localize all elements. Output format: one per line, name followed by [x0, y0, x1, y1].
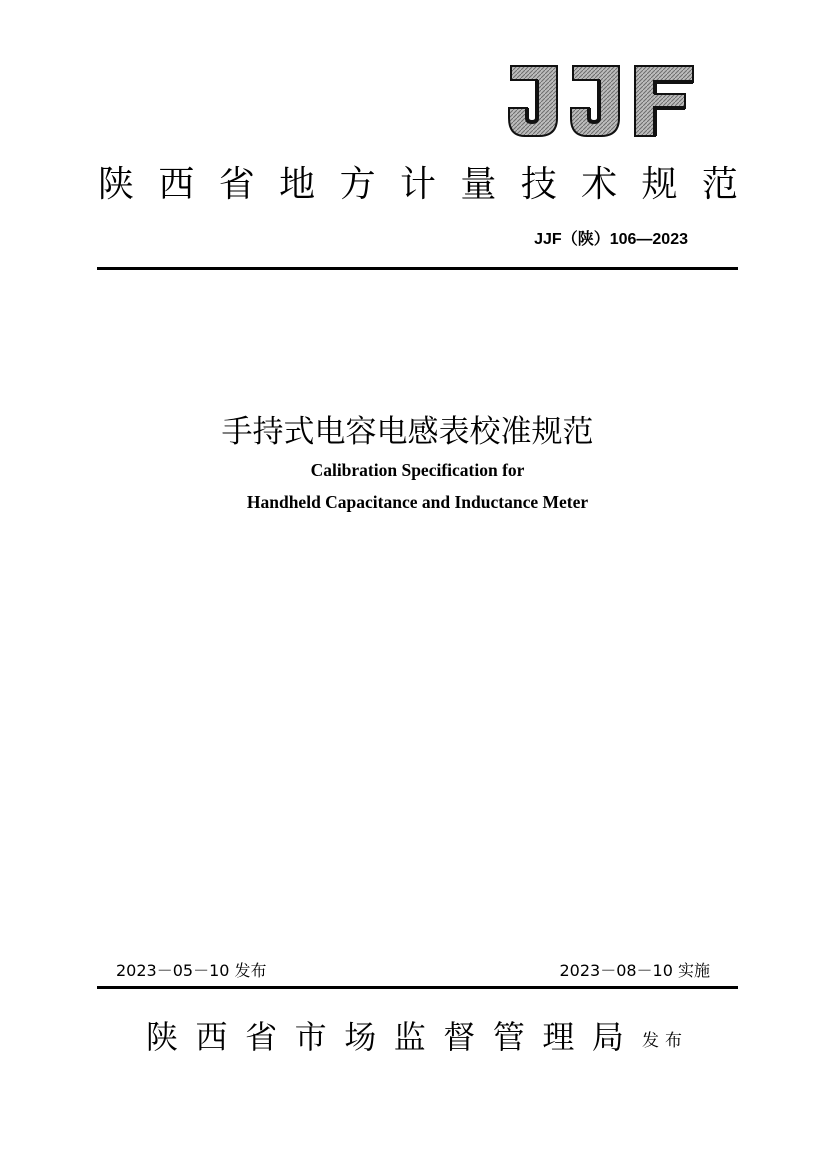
document-code: JJF（陕）106—2023: [534, 231, 688, 248]
issuer-suffix: 发布: [642, 1031, 688, 1051]
agency-title-char: 范: [701, 164, 738, 205]
title-english-line2: Handheld Capacitance and Inductance Meter: [246, 492, 589, 512]
agency-title-char: 方: [339, 164, 376, 205]
agency-title-char: 规: [641, 164, 678, 205]
agency-title-char: 计: [399, 164, 436, 205]
agency-title-char: 术: [581, 164, 618, 205]
issuer-name-char: 市: [294, 1018, 327, 1056]
issuer-name-char: 理: [542, 1018, 575, 1056]
title-english-line1: Calibration Specification for: [310, 460, 525, 480]
issuer-name-char: 西: [195, 1018, 228, 1056]
issuer-row: [146, 1012, 688, 1062]
agency-title-char: 省: [218, 164, 255, 205]
issuer-name-char: 局: [591, 1018, 624, 1056]
issuer-name: [146, 1012, 624, 1062]
agency-title-char: 陕: [98, 164, 135, 205]
issuer-name-char: 督: [443, 1018, 476, 1056]
issuer-name-char: 场: [344, 1018, 377, 1056]
agency-title-char: 技: [520, 164, 557, 205]
agency-title-char: 西: [158, 164, 195, 205]
issuer-name-char: 管: [492, 1018, 525, 1056]
jjf-logo: [505, 62, 697, 140]
issuer-name-char: 监: [393, 1018, 426, 1056]
bottom-divider: [97, 986, 738, 989]
issue-date: 2023－05－10 发布: [116, 961, 267, 980]
title-chinese: 手持式电容电感表校准规范: [221, 414, 594, 450]
agency-title: [98, 160, 738, 210]
effective-date: 2023－08－10 实施: [559, 961, 710, 980]
issuer-name-char: 陕: [146, 1018, 179, 1056]
agency-title-char: 量: [460, 164, 497, 205]
issuer-name-char: 省: [245, 1018, 278, 1056]
top-divider: [97, 267, 738, 270]
agency-title-char: 地: [279, 164, 316, 205]
